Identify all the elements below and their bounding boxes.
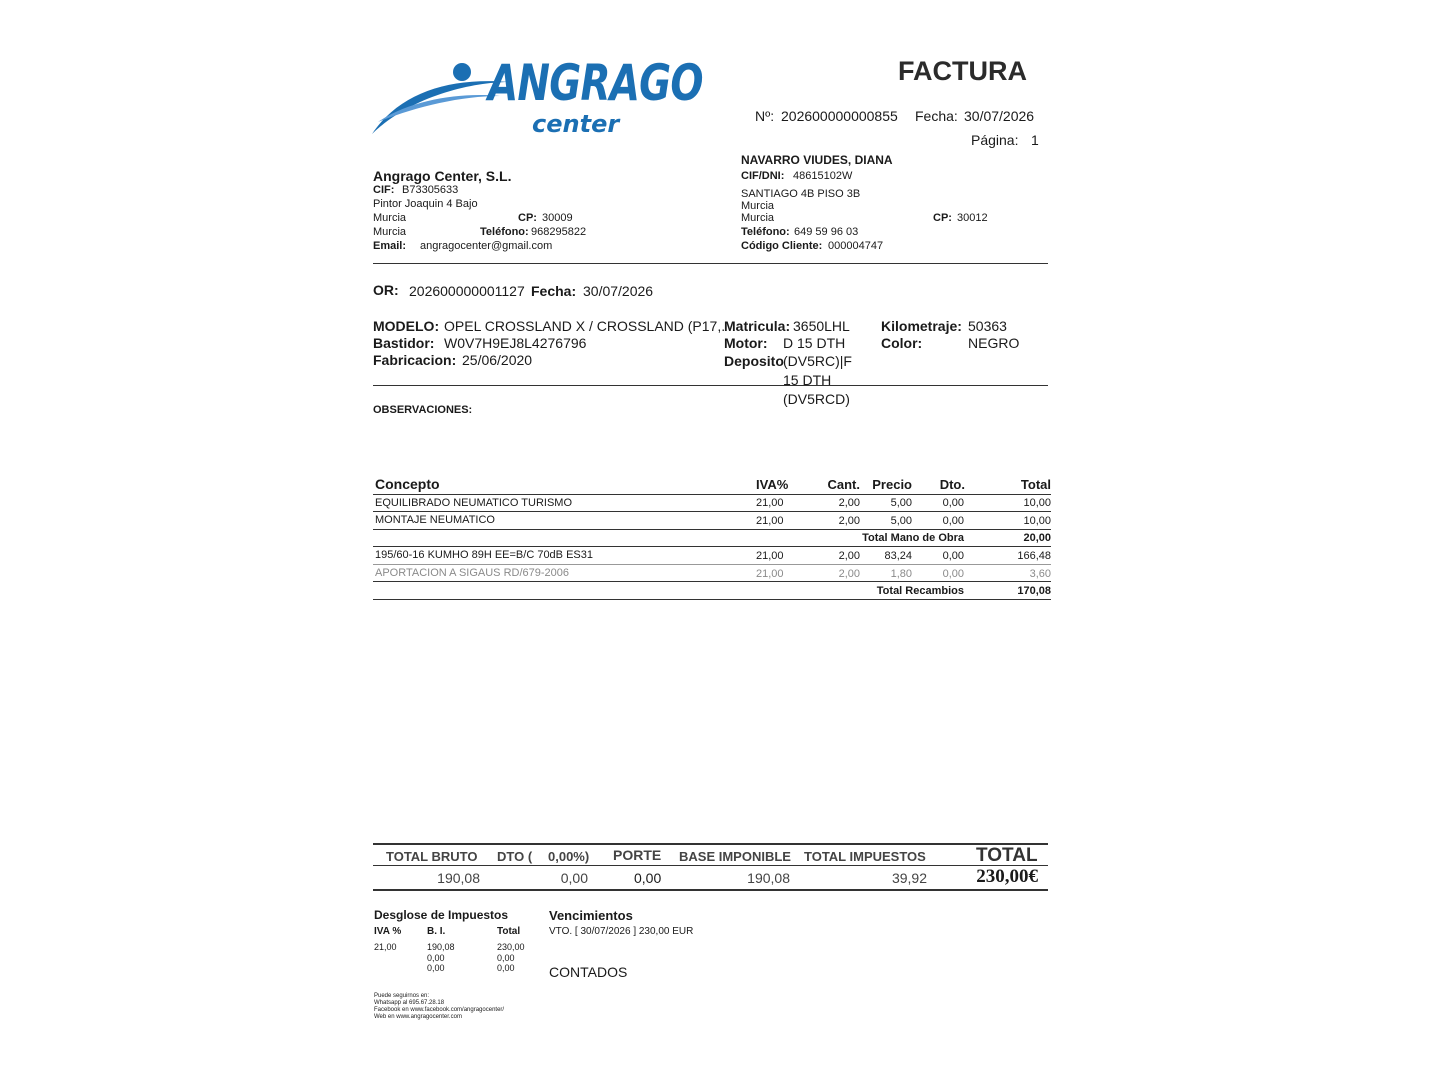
porte-label: PORTE: [613, 847, 662, 863]
footer-line: Puede seguirnos en:: [374, 993, 430, 999]
col-header-concept: Concepto: [375, 476, 440, 492]
invoice-date-label: Fecha:: [915, 108, 958, 124]
footer-line: Web en www.angragocenter.com: [374, 1014, 462, 1020]
frame-value: W0V7H9EJ8L4276796: [444, 335, 587, 351]
table-rule: [373, 529, 1051, 530]
tax-label: TOTAL IMPUESTOS: [804, 849, 926, 864]
client-code-label: Código Cliente:: [741, 240, 823, 252]
base-label: BASE IMPONIBLE: [679, 849, 791, 864]
disc-label: DTO (: [497, 849, 533, 864]
or-date-label: Fecha:: [531, 283, 577, 299]
tax-header-iva: IVA %: [374, 926, 402, 937]
frame-label: Bastidor:: [373, 335, 435, 351]
footer-line: Whatsapp al 695.67.28.18: [374, 1000, 445, 1006]
row-total: 3,60: [1029, 568, 1051, 580]
row-disc: 0,00: [942, 568, 964, 580]
row-price: 83,24: [884, 550, 912, 562]
row-disc: 0,00: [942, 497, 964, 509]
deposit-line: 15 DTH: [783, 372, 832, 388]
color-label: Color:: [881, 335, 923, 351]
or-label: OR:: [373, 282, 399, 298]
model-value: OPEL CROSSLAND X / CROSSLAND (P17,.: [444, 318, 726, 334]
client-address: SANTIAGO 4B PISO 3B: [741, 188, 861, 200]
or-number: 202600000001127: [409, 283, 525, 299]
col-header-disc: Dto.: [939, 477, 965, 492]
company-phone: 968295822: [531, 226, 587, 238]
company-email-label: Email:: [373, 240, 407, 252]
tax-row-bi: 0,00: [427, 953, 445, 963]
due-line: VTO. [ 30/07/2026 ] 230,00 EUR: [549, 926, 694, 937]
motor-label: Motor:: [724, 335, 768, 351]
company-address: Pintor Joaquin 4 Bajo: [373, 198, 478, 210]
row-price: 1,80: [890, 568, 912, 580]
logo-brand-text: ANGRAGO: [488, 54, 703, 112]
plate-label: Matricula:: [724, 318, 791, 334]
row-iva: 21,00: [756, 515, 784, 527]
footer-line: Facebook en www.facebook.com/angragocenter/: [374, 1007, 505, 1013]
client-city: Murcia: [741, 200, 775, 212]
row-price: 5,00: [890, 497, 912, 509]
tax-header-total: Total: [497, 926, 521, 937]
divider: [373, 263, 1048, 264]
observations-label: OBSERVACIONES:: [373, 404, 473, 416]
client-province: Murcia: [741, 212, 775, 224]
deposit-line: (DV5RC)|F: [783, 353, 852, 369]
tax-row-bi: 190,08: [427, 942, 455, 952]
tax-row-iva: 21,00: [374, 942, 397, 952]
payment-method: CONTADOS: [549, 964, 628, 980]
invoice-number: 202600000000855: [781, 108, 898, 124]
fab-label: Fabricacion:: [373, 352, 457, 368]
deposit-label: Deposito: [724, 353, 784, 369]
tax-row-total: 0,00: [497, 963, 515, 973]
model-label: MODELO:: [373, 318, 440, 334]
row-qty: 2,00: [838, 550, 860, 562]
gross-value: 190,08: [437, 870, 480, 886]
client-phone: 649 59 96 03: [794, 226, 859, 238]
grand-total: 230,00€: [976, 866, 1038, 887]
gross-label: TOTAL BRUTO: [386, 849, 478, 864]
or-date: 30/07/2026: [583, 283, 654, 299]
company-province: Murcia: [373, 226, 407, 238]
labor-total-value: 20,00: [1023, 532, 1051, 544]
logo-sub-text: center: [532, 110, 620, 138]
company-cp: 30009: [542, 212, 573, 224]
table-rule: [373, 564, 1051, 565]
col-header-total: Total: [1020, 477, 1051, 492]
col-header-price: Precio: [872, 477, 912, 492]
row-total: 10,00: [1023, 515, 1051, 527]
disc-pct: 0,00%): [548, 849, 590, 864]
row-total: 10,00: [1023, 497, 1051, 509]
company-name: Angrago Center, S.L.: [373, 168, 512, 184]
company-cif: B73305633: [402, 184, 459, 196]
tax-row-total: 0,00: [497, 953, 515, 963]
company-phone-label: Teléfono:: [480, 226, 529, 238]
totals-rule-top: [373, 843, 1048, 845]
motor-value: D 15 DTH: [783, 335, 846, 351]
company-logo: [370, 52, 703, 142]
parts-total-label: Total Recambios: [876, 585, 964, 597]
parts-total-value: 170,08: [1017, 585, 1051, 597]
row-iva: 21,00: [756, 497, 784, 509]
table-rule: [373, 511, 1051, 512]
row-iva: 21,00: [756, 550, 784, 562]
plate-value: 3650LHL: [793, 318, 850, 334]
invoice-number-label: Nº:: [755, 108, 775, 124]
color-value: NEGRO: [968, 335, 1020, 351]
total-label: TOTAL: [976, 845, 1038, 866]
tax-breakdown-title: Desglose de Impuestos: [374, 908, 509, 922]
client-phone-label: Teléfono:: [741, 226, 790, 238]
row-disc: 0,00: [942, 550, 964, 562]
divider: [373, 385, 1048, 386]
tax-value: 39,92: [891, 870, 927, 886]
company-cif-label: CIF:: [373, 184, 395, 196]
row-iva: 21,00: [756, 568, 784, 580]
totals-rule-mid: [373, 865, 1048, 866]
row-qty: 2,00: [838, 568, 860, 580]
row-concept: 195/60-16 KUMHO 89H EE=B/C 70dB ES31: [375, 549, 593, 561]
due-title: Vencimientos: [549, 908, 633, 923]
row-concept: EQUILIBRADO NEUMATICO TURISMO: [375, 497, 573, 509]
document-title: FACTURA: [898, 56, 1027, 86]
client-code: 000004747: [828, 240, 884, 252]
table-rule: [373, 599, 1051, 600]
deposit-line: (DV5RCD): [783, 391, 850, 407]
page-label: Página:: [971, 132, 1019, 148]
table-rule: [373, 546, 1051, 547]
client-cif-label: CIF/DNI:: [741, 170, 785, 182]
totals-rule-bottom: [373, 889, 1048, 891]
col-header-qty: Cant.: [827, 477, 860, 492]
col-header-iva: IVA%: [756, 477, 789, 492]
company-city: Murcia: [373, 212, 407, 224]
row-price: 5,00: [890, 515, 912, 527]
tax-row-bi: 0,00: [427, 963, 445, 973]
base-value: 190,08: [747, 870, 790, 886]
km-value: 50363: [968, 318, 1007, 334]
disc-value: 0,00: [560, 870, 588, 886]
row-qty: 2,00: [838, 497, 860, 509]
km-label: Kilometraje:: [881, 318, 962, 334]
table-rule: [373, 494, 1051, 495]
row-total: 166,48: [1017, 550, 1051, 562]
client-cif: 48615102W: [793, 170, 853, 182]
table-rule: [373, 581, 1051, 582]
page-number: 1: [1031, 132, 1039, 148]
company-email: angragocenter@gmail.com: [420, 240, 553, 252]
client-name: NAVARRO VIUDES, DIANA: [741, 153, 893, 167]
invoice-date: 30/07/2026: [964, 108, 1035, 124]
tax-row-total: 230,00: [497, 942, 525, 952]
client-cp-label: CP:: [933, 212, 952, 224]
tax-header-bi: B. I.: [427, 926, 446, 937]
client-cp: 30012: [957, 212, 988, 224]
row-concept: APORTACION A SIGAUS RD/679-2006: [375, 567, 570, 579]
porte-value: 0,00: [634, 870, 662, 886]
company-cp-label: CP:: [518, 212, 537, 224]
fab-value: 25/06/2020: [462, 352, 533, 368]
row-qty: 2,00: [838, 515, 860, 527]
labor-total-label: Total Mano de Obra: [862, 532, 964, 544]
row-disc: 0,00: [942, 515, 964, 527]
row-concept: MONTAJE NEUMATICO: [375, 514, 495, 526]
